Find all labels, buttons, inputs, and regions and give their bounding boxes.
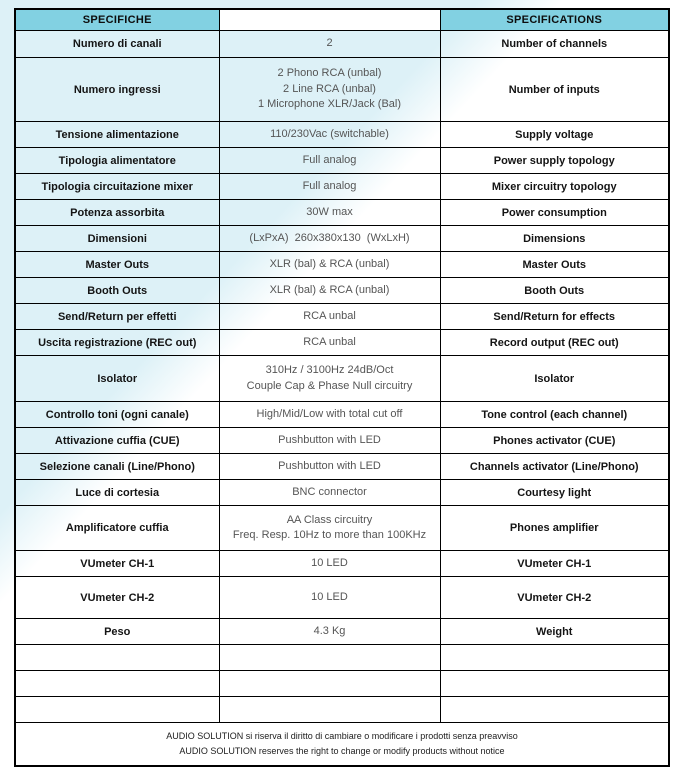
table-row — [15, 174, 669, 200]
spec-value-line: 2 Line RCA (unbal) — [283, 82, 376, 95]
spec-label-it: Dimensioni — [15, 226, 219, 252]
table-row — [15, 330, 669, 356]
table-row — [15, 356, 669, 402]
table-row — [15, 697, 669, 723]
spec-value-line: 2 Phono RCA (unbal) — [277, 67, 382, 80]
table-body — [15, 31, 669, 723]
spec-value-line: 10 LED — [311, 556, 348, 569]
spec-label-it: Luce di cortesia — [15, 480, 219, 506]
footer-note-it: AUDIO SOLUTION si riserva il diritto di cambiare o modificare i prodotti senza preavviso — [166, 731, 518, 741]
table-row — [15, 480, 669, 506]
table-row — [15, 428, 669, 454]
header-middle-empty — [219, 9, 440, 31]
spec-value-line: AA Class circuitry — [286, 513, 373, 526]
header-specifications: SPECIFICATIONS — [440, 9, 669, 31]
spec-value-line: Full analog — [302, 179, 357, 192]
spec-value-line: 10 LED — [311, 590, 348, 603]
table-row — [15, 58, 669, 122]
spec-value-line: 30W max — [306, 205, 353, 218]
spec-value-line: XLR (bal) & RCA (unbal) — [269, 283, 390, 296]
spec-label-it: VUmeter CH-1 — [15, 551, 219, 577]
spec-value — [219, 356, 440, 402]
spec-value-line: 110/230Vac (switchable) — [270, 127, 389, 140]
footer-note — [15, 723, 669, 767]
spec-label-it: Tipologia circuitazione mixer — [15, 174, 219, 200]
spec-label-en: Isolator — [440, 356, 669, 402]
spec-label-en — [440, 645, 669, 671]
spec-label-en: Supply voltage — [440, 122, 669, 148]
spec-value-line: (LxPxA) 260x380x130 (WxLxH) — [249, 231, 410, 244]
table-row — [15, 304, 669, 330]
spec-value-line: 4.3 Kg — [313, 624, 346, 637]
spec-value-line: Couple Cap & Phase Null circuitry — [246, 379, 413, 392]
spec-value — [219, 645, 440, 671]
table-row — [15, 200, 669, 226]
spec-label-en: Channels activator (Line/Phono) — [440, 454, 669, 480]
spec-label-en — [440, 671, 669, 697]
spec-value-line: 2 — [326, 37, 333, 50]
header-specifiche: SPECIFICHE — [15, 9, 219, 31]
spec-value — [219, 506, 440, 551]
spec-value — [219, 58, 440, 122]
spec-label-en: Phones amplifier — [440, 506, 669, 551]
spec-label-it: Controllo toni (ogni canale) — [15, 402, 219, 428]
spec-value — [219, 174, 440, 200]
spec-label-it: Tensione alimentazione — [15, 122, 219, 148]
spec-value — [219, 278, 440, 304]
table-row — [15, 454, 669, 480]
spec-label-it: Uscita registrazione (REC out) — [15, 330, 219, 356]
spec-label-en: Dimensions — [440, 226, 669, 252]
spec-label-en — [440, 697, 669, 723]
spec-label-en: VUmeter CH-1 — [440, 551, 669, 577]
table-row — [15, 278, 669, 304]
spec-value-line: 1 Microphone XLR/Jack (Bal) — [257, 98, 402, 111]
spec-value — [219, 252, 440, 278]
spec-label-it — [15, 697, 219, 723]
spec-table — [14, 8, 670, 767]
spec-label-en: Number of inputs — [440, 58, 669, 122]
spec-label-en: Master Outs — [440, 252, 669, 278]
spec-label-en: Record output (REC out) — [440, 330, 669, 356]
spec-value-line: High/Mid/Low with total cut off — [256, 407, 403, 420]
spec-label-en: VUmeter CH-2 — [440, 577, 669, 619]
spec-label-it — [15, 645, 219, 671]
spec-value — [219, 200, 440, 226]
spec-label-en: Booth Outs — [440, 278, 669, 304]
spec-value-line: Pushbutton with LED — [278, 459, 381, 472]
spec-value — [219, 330, 440, 356]
spec-label-en: Courtesy light — [440, 480, 669, 506]
table-row — [15, 252, 669, 278]
table-row — [15, 577, 669, 619]
spec-label-it — [15, 671, 219, 697]
spec-value — [219, 454, 440, 480]
spec-value — [219, 428, 440, 454]
spec-value-line: Freq. Resp. 10Hz to more than 100KHz — [232, 529, 427, 541]
spec-value-line: 310Hz / 3100Hz 24dB/Oct — [265, 364, 394, 376]
table-row — [15, 506, 669, 551]
spec-value — [219, 122, 440, 148]
spec-value — [219, 480, 440, 506]
spec-label-it: Isolator — [15, 356, 219, 402]
table-row — [15, 122, 669, 148]
spec-value — [219, 577, 440, 619]
table-header-row — [15, 9, 669, 31]
spec-label-en: Power consumption — [440, 200, 669, 226]
footer-note-en: AUDIO SOLUTION reserves the right to change or modify products without notice — [179, 746, 505, 756]
spec-label-it: Send/Return per effetti — [15, 304, 219, 330]
spec-value-line: RCA unbal — [303, 309, 356, 322]
spec-value — [219, 226, 440, 252]
spec-label-en: Mixer circuitry topology — [440, 174, 669, 200]
spec-value — [219, 31, 440, 58]
spec-label-it: Attivazione cuffia (CUE) — [15, 428, 219, 454]
table-row — [15, 645, 669, 671]
spec-label-it: Selezione canali (Line/Phono) — [15, 454, 219, 480]
spec-label-en: Weight — [440, 619, 669, 645]
spec-value — [219, 304, 440, 330]
spec-value-line: Full analog — [302, 153, 357, 166]
footer-row — [15, 723, 669, 767]
spec-value — [219, 671, 440, 697]
spec-value-line: RCA unbal — [303, 335, 356, 348]
table-row — [15, 402, 669, 428]
table-row — [15, 148, 669, 174]
spec-label-en: Number of channels — [440, 31, 669, 58]
spec-value — [219, 402, 440, 428]
table-row — [15, 671, 669, 697]
spec-label-it: Booth Outs — [15, 278, 219, 304]
spec-value — [219, 148, 440, 174]
spec-label-it: Master Outs — [15, 252, 219, 278]
spec-label-en: Power supply topology — [440, 148, 669, 174]
spec-value — [219, 619, 440, 645]
spec-label-en: Phones activator (CUE) — [440, 428, 669, 454]
spec-label-it: Numero ingressi — [15, 58, 219, 122]
spec-label-it: Potenza assorbita — [15, 200, 219, 226]
table-row — [15, 31, 669, 58]
spec-value — [219, 697, 440, 723]
spec-label-it: Peso — [15, 619, 219, 645]
spec-label-it: Tipologia alimentatore — [15, 148, 219, 174]
spec-value-line: Pushbutton with LED — [278, 433, 381, 446]
table-row — [15, 551, 669, 577]
table-row — [15, 619, 669, 645]
spec-value-line: BNC connector — [292, 485, 367, 498]
spec-label-en: Send/Return for effects — [440, 304, 669, 330]
spec-label-en: Tone control (each channel) — [440, 402, 669, 428]
table-row — [15, 226, 669, 252]
spec-label-it: VUmeter CH-2 — [15, 577, 219, 619]
spec-label-it: Numero di canali — [15, 31, 219, 58]
spec-value-line: XLR (bal) & RCA (unbal) — [269, 257, 390, 270]
spec-label-it: Amplificatore cuffia — [15, 506, 219, 551]
spec-value — [219, 551, 440, 577]
